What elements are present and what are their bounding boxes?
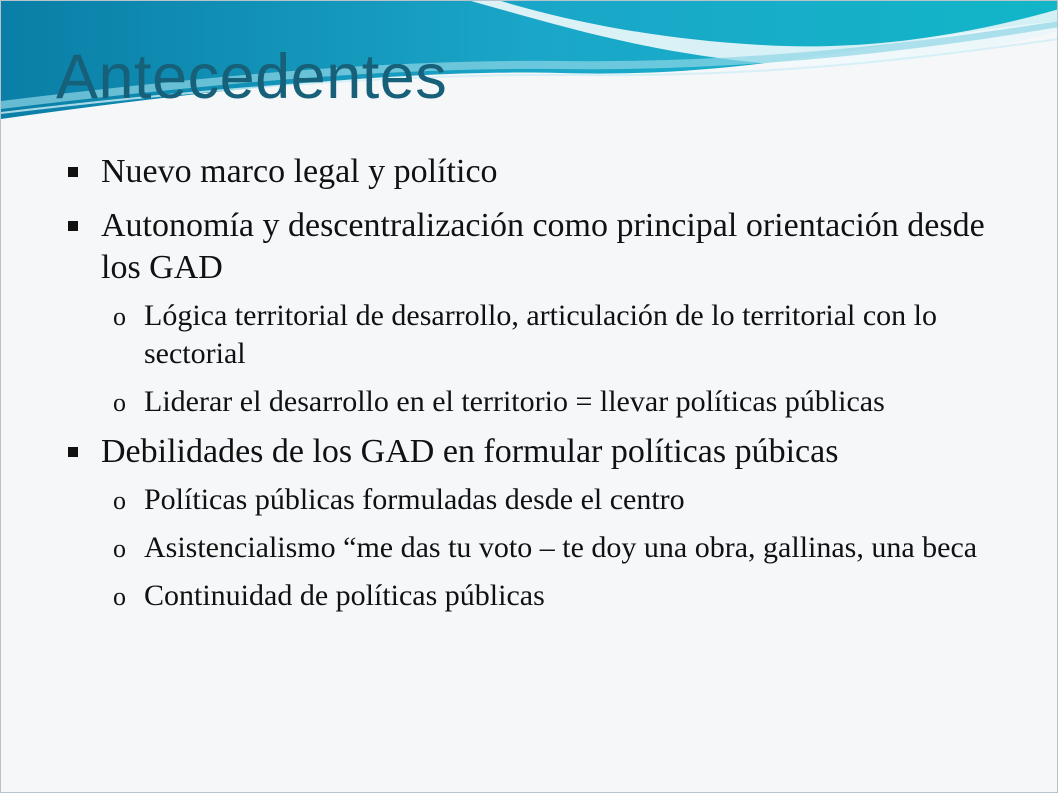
list-item-text: Asistencialismo “me das tu voto – te doy una obra, gallinas, una beca [144, 531, 978, 564]
circle-bullet-icon: o [113, 534, 126, 563]
circle-bullet-icon: o [113, 486, 126, 515]
slide-title: Antecedentes [56, 42, 448, 112]
list-item [1, 481, 1058, 519]
list-item [1, 431, 1058, 473]
list-item-text: Nuevo marco legal y político [101, 153, 498, 190]
list-item [1, 383, 1058, 421]
list-item [1, 205, 1058, 289]
list-item-text: Lógica territorial de desarrollo, articulación de lo territorial con lo sectorial [144, 299, 938, 370]
bullet-list [1, 151, 1058, 625]
list-item [1, 297, 1058, 373]
list-item-text: Políticas públicas formuladas desde el centro [144, 483, 685, 516]
list-item [1, 529, 1058, 567]
circle-bullet-icon: o [113, 302, 126, 331]
square-bullet-icon [68, 447, 78, 457]
list-item-text: Autonomía y descentralización como principal orientación desde los GAD [101, 207, 985, 286]
list-item [1, 577, 1058, 615]
circle-bullet-icon: o [113, 582, 126, 611]
list-item-text: Continuidad de políticas públicas [144, 579, 545, 612]
list-item-text: Debilidades de los GAD en formular políticas púbicas [101, 433, 839, 470]
circle-bullet-icon: o [113, 388, 126, 417]
square-bullet-icon [68, 167, 78, 177]
square-bullet-icon [68, 221, 78, 231]
list-item-text: Liderar el desarrollo en el territorio = llevar políticas públicas [144, 385, 885, 418]
list-item [1, 151, 1058, 193]
